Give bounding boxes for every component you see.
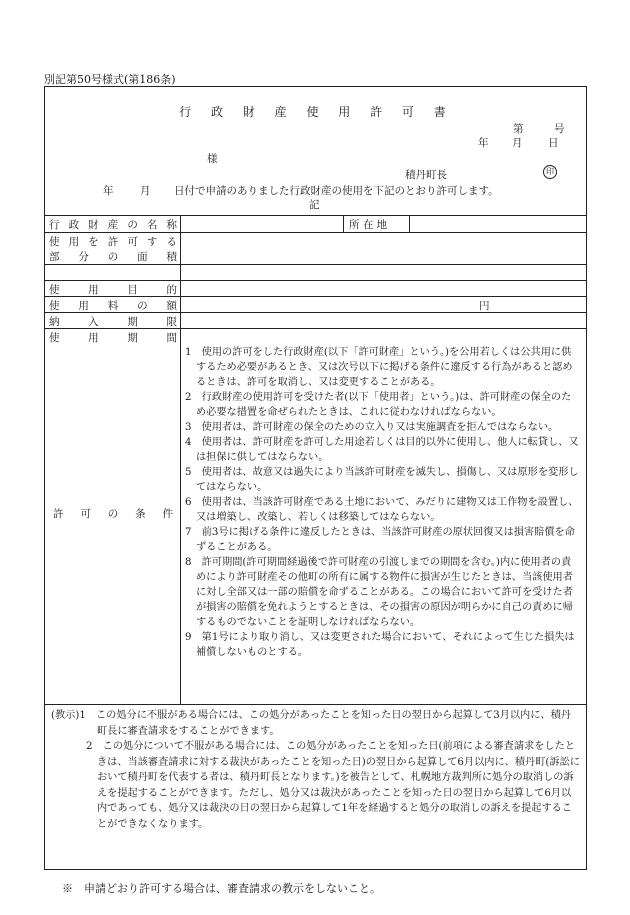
intro-month: 月 (140, 185, 151, 197)
due-label: 納 入 期 限 (49, 316, 177, 328)
location-label: 所 在 地 (349, 219, 388, 231)
divider (45, 232, 586, 233)
divider (409, 215, 410, 232)
divider (45, 264, 586, 265)
seal-mark (543, 165, 557, 179)
condition-item: 6 使用者は、当該許可財産である土地において、みだりに建物又は工作物を設置し、又は増築し、改築し、若しくは移築してはならない。 (185, 497, 579, 523)
condition-item: 3 使用者は、許可財産の保全のための立入り又は実施調査を拒んではならない。 (185, 422, 559, 433)
conditions-label: 許 可 の 条 件 (53, 508, 173, 520)
footnote: ※ 申請どおり許可する場合は、審査請求の教示をしないこと。 (62, 882, 381, 895)
appeal-item: (教示)1 この処分に不服がある場合には、この処分があったことを知った日の翌日から起算して3月以内に、積丹町長に審査請求をすることができます。 (51, 710, 571, 737)
date-month: 月 (512, 137, 523, 149)
area-label-line2: 部 分 の 面 積 (49, 251, 177, 263)
period-label: 使 用 期 間 (49, 332, 177, 344)
form-label: 別記第50号様式(第186条) (44, 73, 176, 86)
condition-item: 9 第1号により取り消し、又は変更された場合において、それによって生じた損失は補償しないものとする。 (185, 632, 575, 658)
date-year: 年 (478, 137, 489, 149)
fee-unit: 円 (479, 300, 490, 312)
seal-icon: 印 (543, 165, 557, 179)
permit-form (44, 86, 587, 870)
condition-item: 5 使用者は、故意又は過失により当該許可財産を滅失し、損傷し、又は原形を変形してはならない。 (185, 467, 579, 493)
condition-item: 4 使用者は、許可財産を許可した用途若しくは目的以外に使用し、他人に転貸し、又は担保に供してはならない。 (185, 437, 579, 463)
number-go: 号 (554, 123, 565, 135)
divider (45, 215, 586, 216)
addressee-suffix: 様 (207, 153, 218, 165)
condition-item: 7 前3号に掲げる条件に違反したときは、当該許可財産の原状回復又は損害賠償を命ずることがある。 (185, 527, 575, 553)
divider (45, 280, 586, 281)
purpose-label: 使 用 目 的 (49, 284, 177, 296)
appeal-notice (51, 708, 581, 832)
issuer-name: 積丹町長 (405, 169, 447, 181)
condition-item: 1 使用の許可をした行政財産(以下「許可財産」という。)を公用若しくは公共用に供するため必要があるとき、又は次号以下に掲げる条件に違反する行為があると認めるときは、許可を取消し、又は変更することがある。 (185, 347, 573, 388)
date-day: 日 (548, 137, 559, 149)
appeal-item: 2 この処分について不服がある場合には、この処分があったことを知った日(前項による審査請求をしたときは、当該審査請求に対する裁決があったことを知った日)の翌日から起算して6月以内に、積丹町(訴訟において積丹町を代表する者は、積丹町長となります。)を被告として、札幌地方裁判所に処分の取消しの訴えを提起することができます。ただし、処分又は裁決があったことを知った日の翌日から起算して6月以内であっても、処分又は裁決の日の翌日から起算して1年を経過すると処分の取消しの訴えを提起することができなくなります。 (86, 741, 580, 830)
ki-label: 記 (309, 199, 320, 211)
divider (180, 215, 181, 704)
intro-year: 年 (103, 185, 114, 197)
fee-label: 使 用 料 の 額 (49, 300, 177, 312)
area-label-line1: 使 用 を 許 可 す る (49, 236, 177, 248)
condition-item: 8 許可期間(許可期間経過後で許可財産の引渡しまでの期間を含む。)内に使用者の責めにより許可財産その他町の所有に属する物件に損害が生じたときは、当該使用者に対し全部又は一部の賠償を命ずることがある。この場合において許可を受けた者が損害の賠償を免れようとするときは、その損害の原因が明らかに自己の責めに帰するものでないことを証明しなければならない。 (185, 557, 573, 628)
document-title: 行 政 財 産 使 用 許 可 書 (179, 105, 454, 119)
intro-text: 日付で申請のありました行政財産の使用を下記のとおり許可します。 (174, 185, 499, 197)
number-dai: 第 (513, 123, 524, 135)
divider (343, 215, 344, 232)
divider (45, 704, 586, 705)
condition-item: 2 行政財産の使用許可を受けた者(以下「使用者」という。)は、許可財産の保全のため必要な措置を命ぜられたときは、これに従わなければならない。 (185, 392, 572, 418)
property-name-label: 行 政 財 産 の 名 称 (49, 219, 177, 231)
conditions-list (185, 345, 581, 660)
